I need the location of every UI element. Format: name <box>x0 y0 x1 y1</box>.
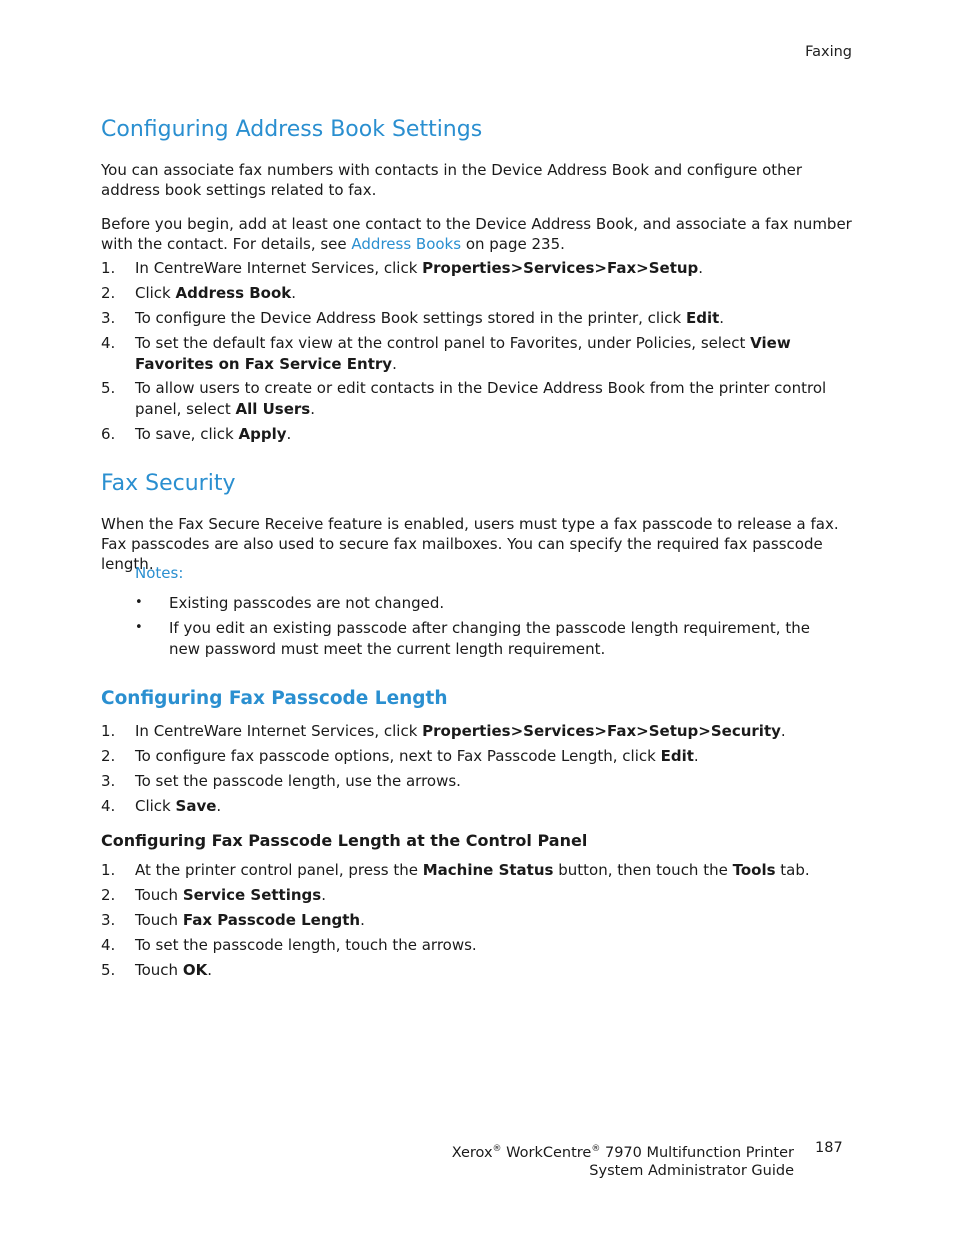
list-item: 1. In CentreWare Internet Services, click Properties>Services>Fax>Setup>Security. <box>101 722 786 740</box>
list-item: 2. Touch Service Settings. <box>101 886 326 904</box>
list-item: • Existing passcodes are not changed. <box>135 594 445 612</box>
footer-guide-line: System Administrator Guide <box>589 1162 794 1179</box>
list-item: 1. At the printer control panel, press the Machine Status button, then touch the Tools tab. <box>101 861 810 879</box>
section-title-fax-security: Fax Security <box>101 471 236 496</box>
page-number: 187 <box>815 1140 843 1156</box>
subsection-title-passcode-length: Configuring Fax Passcode Length <box>101 688 448 709</box>
paragraph: When the Fax Secure Receive feature is enabled, users must type a fax passcode to release a fax. Fax passcodes are also used to secure fax mailboxes. You can specify the required fax passcode length. <box>101 515 839 573</box>
list-item: 6. To save, click Apply. <box>101 425 292 443</box>
running-header: Faxing <box>805 44 852 60</box>
footer-product-line: Xerox® WorkCentre® 7970 Multifunction Printer <box>451 1144 794 1161</box>
list-item: 4. To set the default fax view at the control panel to Favorites, under Policies, select View Favorites on Fax Service Entry. <box>101 334 791 373</box>
list-item: 5. Touch OK. <box>101 961 212 979</box>
list-item: 1. In CentreWare Internet Services, click Properties>Services>Fax>Setup. <box>101 259 704 277</box>
notes-label: Notes: <box>135 564 184 582</box>
list-item: 5. To allow users to create or edit contacts in the Device Address Book from the printer control panel, select All Users. <box>101 379 827 418</box>
list-item: 4. To set the passcode length, touch the arrows. <box>101 936 477 954</box>
list-item: 3. Touch Fax Passcode Length. <box>101 911 365 929</box>
address-books-link[interactable]: Address Books <box>351 235 462 253</box>
list-item: 3. To configure the Device Address Book settings stored in the printer, click Edit. <box>101 309 725 327</box>
list-item: 4. Click Save. <box>101 797 222 815</box>
list-item: 2. To configure fax passcode options, next to Fax Passcode Length, click Edit. <box>101 747 699 765</box>
paragraph: You can associate fax numbers with contacts in the Device Address Book and configure other address book settings related to fax. <box>101 161 803 199</box>
list-item: 3. To set the passcode length, use the arrows. <box>101 772 461 790</box>
bullet-icon: • <box>135 620 143 635</box>
paragraph: Before you begin, add at least one contact to the Device Address Book, and associate a fax number with the contact. For details, see Address Books on page 235. <box>101 215 852 253</box>
bullet-icon: • <box>135 595 143 610</box>
list-item: • If you edit an existing passcode after changing the passcode length requirement, the new password must meet the current length requirement. <box>135 619 810 658</box>
subsection-title-control-panel: Configuring Fax Passcode Length at the Control Panel <box>101 831 588 850</box>
list-item: 2. Click Address Book. <box>101 284 297 302</box>
footer <box>452 1140 794 1180</box>
section-title-address-book: Configuring Address Book Settings <box>101 117 483 142</box>
